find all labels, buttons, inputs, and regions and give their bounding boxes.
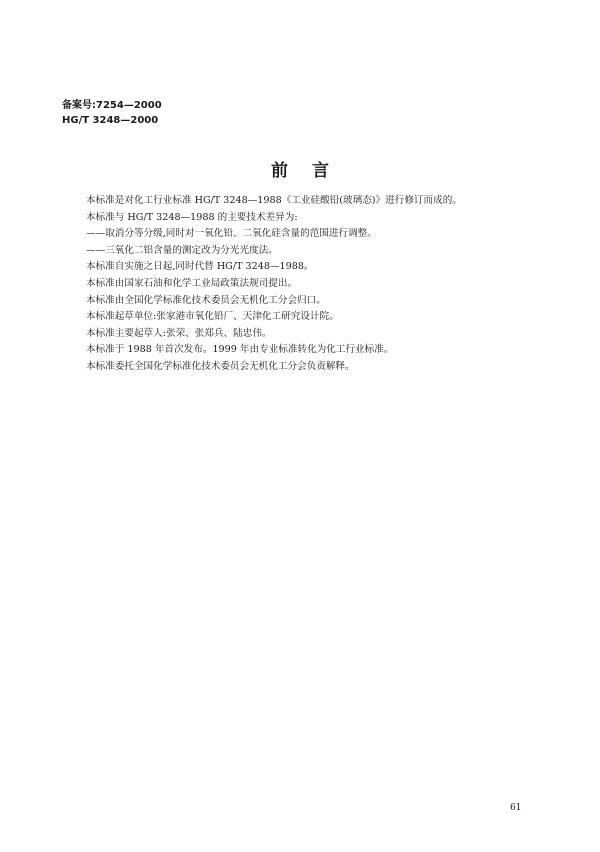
page-title: 前言 — [271, 161, 353, 181]
preface-paragraph: 本标准自实施之日起,同时代替 HG/T 3248—1988。 — [86, 261, 314, 273]
preface-list-item: ——取消分等分级,同时对一氧化铅、二氧化硅含量的范围进行调整。 — [86, 228, 377, 240]
page-number: 61 — [510, 803, 522, 813]
preface-paragraph: 本标准于 1988 年首次发布。1999 年由专业标准转化为化工行业标准。 — [86, 344, 394, 356]
preface-paragraph: 本标准起草单位:张家港市氧化铅厂、天津化工研究设计院。 — [86, 311, 339, 323]
filing-number: 备案号:7254—2000 — [62, 100, 162, 111]
preface-paragraph: 本标准与 HG/T 3248—1988 的主要技术差异为: — [86, 211, 298, 223]
preface-paragraph: 本标准由全国化学标准化技术委员会无机化工分会归口。 — [86, 294, 326, 306]
preface-paragraph: 本标准主要起草人:张荣、张郑兵、陆忠伟。 — [86, 327, 272, 339]
standard-header — [62, 98, 162, 128]
preface-list-item: ——三氧化二铝含量的测定改为分光光度法。 — [86, 244, 278, 256]
preface-paragraph: 本标准是对化工行业标准 HG/T 3248—1988《工业硅酸铅(玻璃态)》进行修订而成的。 — [86, 195, 462, 206]
preface-body — [86, 193, 526, 376]
preface-paragraph: 本标准由国家石油和化学工业局政策法规司提出。 — [86, 277, 298, 289]
standard-number: HG/T 3248—2000 — [62, 115, 159, 126]
preface-paragraph: 本标准委托全国化学标准化技术委员会无机化工分会负责解释。 — [86, 360, 355, 372]
